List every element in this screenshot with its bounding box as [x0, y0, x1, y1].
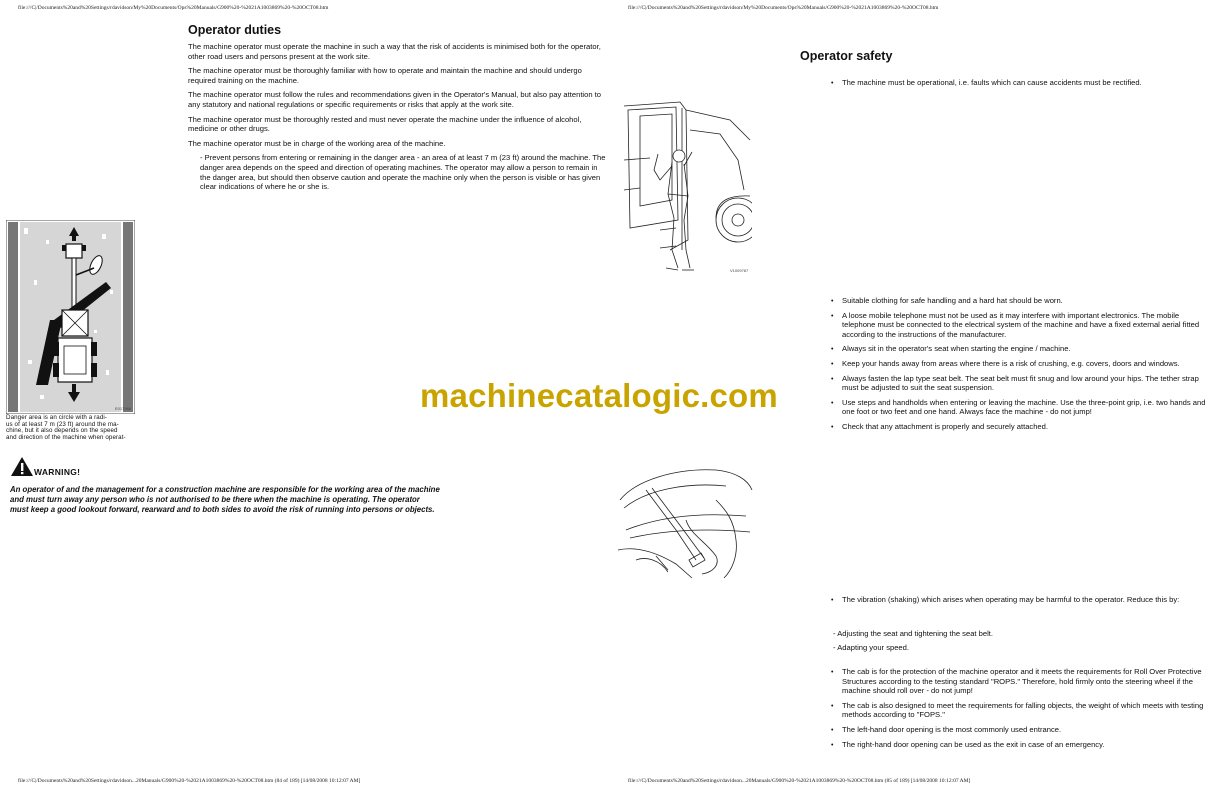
caption-line: us of at least 7 m (23 ft) around the ma-	[6, 420, 119, 428]
safety-bullet: • The vibration (shaking) which arises when operating may be harmful to the operator. Reduce this by:	[830, 595, 1212, 605]
duties-paragraph: The machine operator must be thoroughly familiar with how to operate and maintain the machine and should undergo required training on the machine.	[188, 66, 582, 85]
safety-list-mid	[830, 296, 1212, 437]
operator-safety-title: Operator safety	[800, 49, 893, 63]
left-footer-url: file:///C|/Documents%20and%20Settings/rdavidson...20Manuals/G900%20-%2021A1003869%20-%20OCT08.htm (84 of 189) [14/08/2008 10:12:07 AM]	[18, 778, 361, 784]
warning-line: An operator of and the management for a construction machine are responsible for the working area of the machine	[10, 485, 440, 494]
left-header-url: file:///C|/Documents%20and%20Settings/rdavidson/My%20Documents/Ops%20Manuals/G900%20-%2021A1003869%20-%20OCT08.htm	[18, 5, 329, 11]
operator-duties-title: Operator duties	[188, 23, 282, 37]
danger-area-paragraph: - Prevent persons from entering or remaining in the danger area - an area of at least 7 m (23 ft) around the machine. The danger area depends on the speed and direction of operating machines. The operator may allow a person to remain in the danger area, but should then observe caution and operate the machine only when the person is visible or has given clear indications of where he or she is.	[200, 153, 606, 192]
safety-bullet: • Keep your hands away from areas where there is a risk of crushing, e.g. covers, doors and windows.	[830, 359, 1212, 369]
safety-bullet: • Always sit in the operator's seat when starting the engine / machine.	[830, 344, 1212, 354]
safety-list-top	[830, 78, 1210, 93]
cab-figure-code: V1009787	[730, 268, 749, 273]
caption-line: Danger area is an circle with a radi-	[6, 414, 108, 421]
safety-bullet: • Use steps and handholds when entering or leaving the machine. Use the three-point grip, i.e. two hands and one foot or two feet and one hand. Always face the machine - do not jump!	[830, 398, 1212, 417]
safety-list-bottom	[830, 667, 1212, 754]
safety-bullet: • A loose mobile telephone must not be used as it may interfere with important electronics. The mobile telephone must be connected to the electrical system of the machine and have a fixed external aerial fitted according to the instructions of the manufacturer.	[830, 311, 1212, 340]
cab-entry-figure	[620, 100, 752, 276]
warning-header	[10, 456, 90, 478]
safety-bullet: • The machine must be operational, i.e. faults which can cause accidents must be rectified.	[830, 78, 1210, 88]
safety-bullet: • Check that any attachment is properly and securely attached.	[830, 422, 1212, 432]
safety-bullet: • The cab is for the protection of the machine operator and it meets the requirements for Roll Over Protective Structures according to the testing standard "ROPS." Therefore, hold firmly onto the steering wheel if the machine should roll over - do not jump!	[830, 667, 1212, 696]
duties-paragraph: The machine operator must be thoroughly rested and must never operate the machine under the influence of alcohol, medicine or other drugs.	[188, 114, 582, 134]
danger-figure-code: E017986	[114, 406, 131, 411]
duties-paragraph: The machine operator must follow the rules and recommendations given in the Operator's Manual, but also pay attention to any statutory and national regulations or specific requirements or risks that apply at the work site.	[188, 90, 602, 109]
warning-text	[10, 485, 530, 516]
right-header-url: file:///C|/Documents%20and%20Settings/rdavidson/My%20Documents/Ops%20Manuals/G900%20-%2021A1003869%20-%20OCT08.htm	[628, 5, 939, 11]
safety-bullet: • The right-hand door opening can be used as the exit in case of an emergency.	[830, 740, 1212, 750]
warning-line: and must turn away any person who is not authorised to be there when the machine is operating. The operator	[10, 495, 420, 505]
watermark: machinecatalogic.com	[420, 377, 778, 414]
warning-line: must keep a good lookout forward, rearward and to both sides to avoid the risk of running into persons or objects.	[10, 505, 435, 515]
seat-belt-figure	[616, 460, 756, 580]
warning-label: WARNING!	[34, 467, 81, 477]
caption-line: and direction of the machine when operat-	[6, 433, 126, 441]
safety-bullet: • Suitable clothing for safe handling and a hard hat should be worn.	[830, 296, 1212, 306]
safety-bullet: • The left-hand door opening is the most commonly used entrance.	[830, 725, 1212, 735]
danger-area-caption	[6, 415, 146, 441]
safety-list-vibration	[830, 595, 1212, 610]
operator-duties-section	[188, 23, 606, 197]
safety-bullet: • The cab is also designed to meet the requirements for falling objects, the weight of which meets with testing methods according to "FOPS."	[830, 701, 1212, 720]
safety-bullet: • Always fasten the lap type seat belt. The seat belt must fit snug and low around your hips. The tether strap must be adjusted to suit the seat suspension.	[830, 374, 1212, 393]
vibration-item: - Adjusting the seat and tightening the seat belt.	[833, 629, 994, 638]
right-footer-url: file:///C|/Documents%20and%20Settings/rdavidson...20Manuals/G900%20-%2021A1003869%20-%20OCT08.htm (85 of 189) [14/08/2008 10:12:07 AM]	[628, 778, 971, 784]
vibration-item: - Adapting your speed.	[833, 643, 909, 652]
duties-paragraph: The machine operator must be in charge of the working area of the machine.	[188, 138, 446, 148]
duties-paragraph: The machine operator must operate the machine in such a way that the risk of accidents is minimised both for the operator, other road users and persons present at the work site.	[188, 42, 601, 61]
danger-area-figure	[6, 220, 135, 414]
caption-line: chine, but it also depends on the speed	[6, 427, 118, 435]
warning-triangle-icon	[10, 456, 34, 477]
